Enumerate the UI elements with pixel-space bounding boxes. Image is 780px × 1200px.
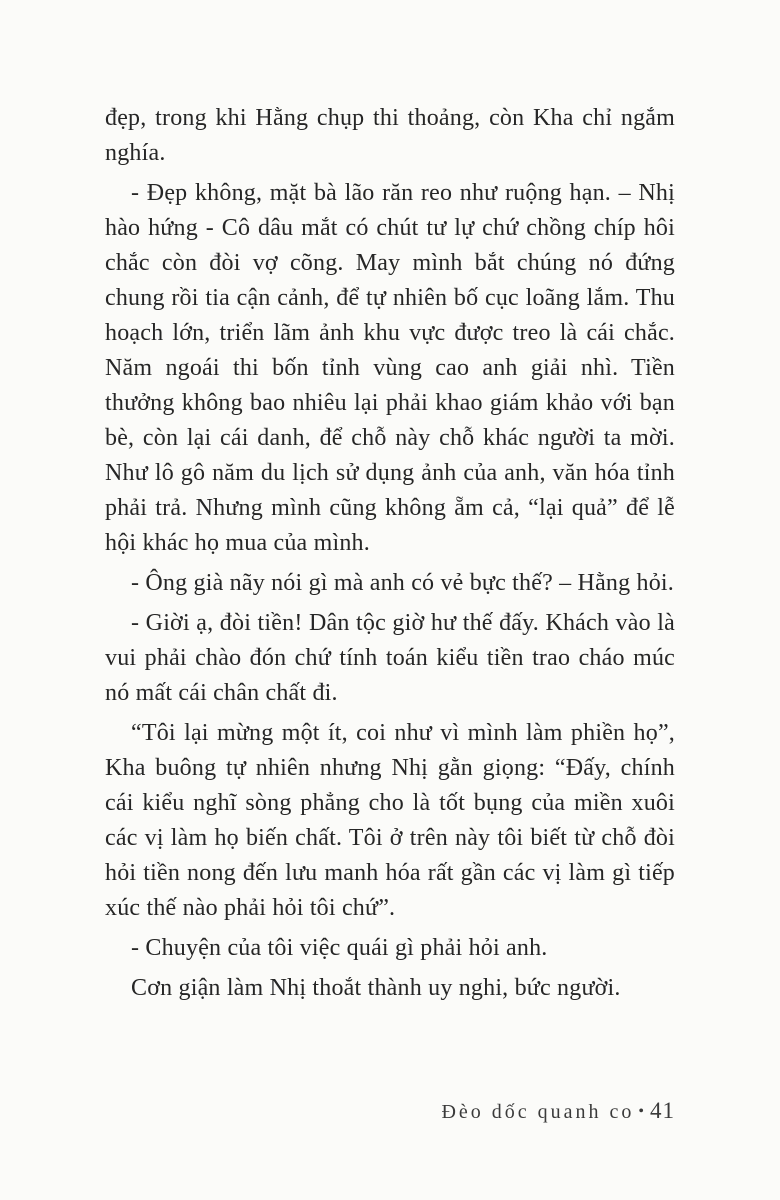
page-footer xyxy=(105,1098,675,1124)
page-number: 41 xyxy=(650,1098,675,1123)
paragraph: - Giời ạ, đòi tiền! Dân tộc giờ hư thế đấy. Khách vào là vui phải chào đón chứ tính toán kiểu tiền trao cháo múc nó mất cái chân chất đi. xyxy=(105,610,675,706)
footer-separator-dot: • xyxy=(638,1103,644,1120)
paragraph: - Đẹp không, mặt bà lão răn reo như ruộng hạn. – Nhị hào hứng - Cô dâu mắt có chút tư lự chứ chồng chíp hôi chắc còn đòi vợ cõng. May mình bắt chúng nó đứng chung rồi tia cận cảnh, để tự nhiên bố cục loãng lắm. Thu hoạch lớn, triển lãm ảnh khu vực được treo là cái chắc. Năm ngoái thi bốn tỉnh vùng cao anh giải nhì. Tiền thưởng không bao nhiêu lại phải khao giám khảo với bạn bè, còn lại cái danh, để chỗ này chỗ khác người ta mời. Như lô gô năm du lịch sử dụng ảnh của anh, văn hóa tỉnh phải trả. Nhưng mình cũng không ẵm cả, “lại quả” để lễ hội khác họ mua của mình. xyxy=(105,180,675,556)
body-text xyxy=(105,101,675,1011)
paragraph: - Ông già nãy nói gì mà anh có vẻ bực thế? – Hằng hỏi. xyxy=(131,570,674,596)
paragraph: Cơn giận làm Nhị thoắt thành uy nghi, bức người. xyxy=(131,975,621,1001)
paragraph: “Tôi lại mừng một ít, coi như vì mình làm phiền họ”, Kha buông tự nhiên nhưng Nhị gằn giọng: “Đấy, chính cái kiểu nghĩ sòng phẳng cho là tốt bụng của miền xuôi các vị làm họ biến chất. Tôi ở trên này tôi biết từ chỗ đòi hỏi tiền nong đến lưu manh hóa rất gần các vị làm gì tiếp xúc thế nào phải hỏi tôi chứ”. xyxy=(105,720,675,921)
running-title: Đèo dốc quanh co xyxy=(441,1101,635,1123)
paragraph: - Chuyện của tôi việc quái gì phải hỏi anh. xyxy=(131,935,548,961)
paragraph: đẹp, trong khi Hằng chụp thi thoảng, còn Kha chỉ ngắm nghía. xyxy=(105,105,675,166)
